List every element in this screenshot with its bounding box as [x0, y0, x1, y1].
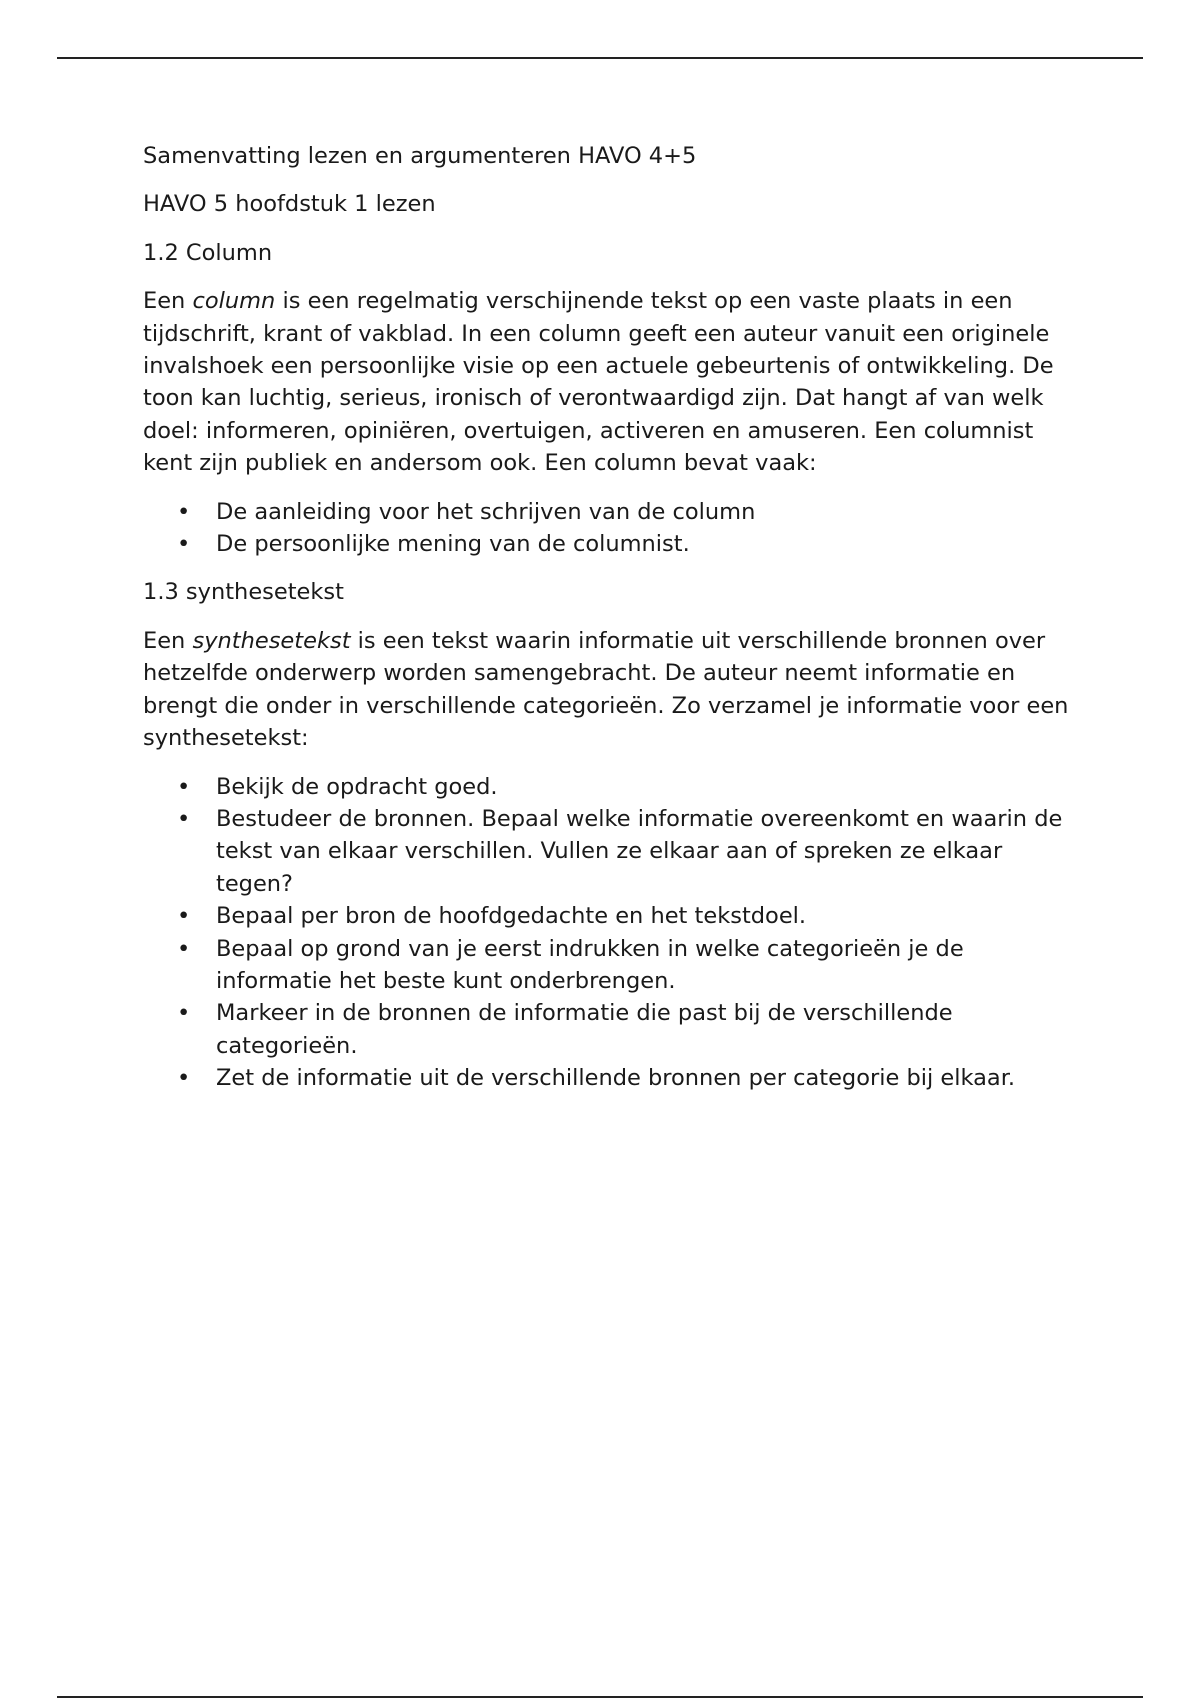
- bullet-icon: •: [177, 1000, 191, 1027]
- bullet-icon: •: [177, 935, 191, 962]
- paragraph-rest: is een regelmatig verschijnende tekst op een vaste plaats in een tijdschrift, krant of vakblad. In een column geeft een auteur vanuit een originele invalshoek een persoonlijke visie op een actuele gebeurtenis of ontwikkeling. De toon kan luchtig, serieus, ironisch of verontwaardigd zijn. Dat hangt af van welk doel: informeren, opiniëren, overtuigen, activeren en amuseren. Een columnist kent zijn publiek en andersom ook. Een column bevat vaak:: [143, 288, 1054, 477]
- list-item-text: Zet de informatie uit de verschillende bronnen per categorie bij elkaar.: [216, 1065, 1016, 1092]
- paragraph-column: [143, 285, 1073, 479]
- paragraph-rest: is een tekst waarin informatie uit verschillende bronnen over hetzelfde onderwerp worden samengebracht. De auteur neemt informatie en brengt die onder in verschillende categorieën. Zo verzamel je informatie voor een synthesetekst:: [143, 627, 1069, 752]
- header-rule: [57, 57, 1143, 59]
- list-item: [143, 803, 1073, 900]
- document-title: Samenvatting lezen en argumenteren HAVO 4+5: [143, 143, 697, 169]
- term-column: column: [192, 288, 276, 315]
- list-item: [143, 496, 1073, 528]
- paragraph-lead: Een: [143, 288, 193, 315]
- list-item-text: Bestudeer de bronnen. Bepaal welke informatie overeenkomt en waarin de tekst van elkaar verschillen. Vullen ze elkaar aan of spreken ze elkaar tegen?: [216, 805, 1063, 897]
- list-item: [143, 997, 1073, 1062]
- bullet-icon: •: [177, 1065, 191, 1092]
- list-item: [143, 771, 1073, 803]
- paragraph-lead: Een: [143, 627, 193, 654]
- document-body: [143, 140, 1073, 1111]
- bullet-icon: •: [177, 773, 191, 800]
- term-synthesetekst: synthesetekst: [192, 627, 351, 654]
- bullet-icon: •: [177, 531, 191, 558]
- list-item-text: Bekijk de opdracht goed.: [216, 773, 498, 800]
- bullet-icon: •: [177, 498, 191, 525]
- list-item: [143, 528, 1073, 560]
- list-item-text: De persoonlijke mening van de columnist.: [216, 531, 690, 558]
- list-item-text: Bepaal per bron de hoofdgedachte en het tekstdoel.: [216, 903, 807, 930]
- footer-rule: [57, 1696, 1143, 1698]
- column-bullet-list: [143, 496, 1073, 561]
- list-item: [143, 900, 1073, 932]
- section-heading-synthesetekst: 1.3 synthesetekst: [143, 579, 344, 606]
- list-item-text: De aanleiding voor het schrijven van de column: [216, 498, 756, 525]
- list-item: [143, 1062, 1073, 1094]
- list-item-text: Bepaal op grond van je eerst indrukken in welke categorieën je de informatie het beste kunt onderbrengen.: [216, 935, 964, 994]
- list-item-text: Markeer in de bronnen de informatie die past bij de verschillende categorieën.: [216, 1000, 953, 1059]
- synthesetekst-bullet-list: [143, 771, 1073, 1095]
- chapter-heading: HAVO 5 hoofdstuk 1 lezen: [143, 191, 436, 218]
- paragraph-synthesetekst: [143, 625, 1073, 755]
- list-item: [143, 933, 1073, 998]
- section-heading-column: 1.2 Column: [143, 239, 273, 266]
- bullet-icon: •: [177, 903, 191, 930]
- bullet-icon: •: [177, 805, 191, 832]
